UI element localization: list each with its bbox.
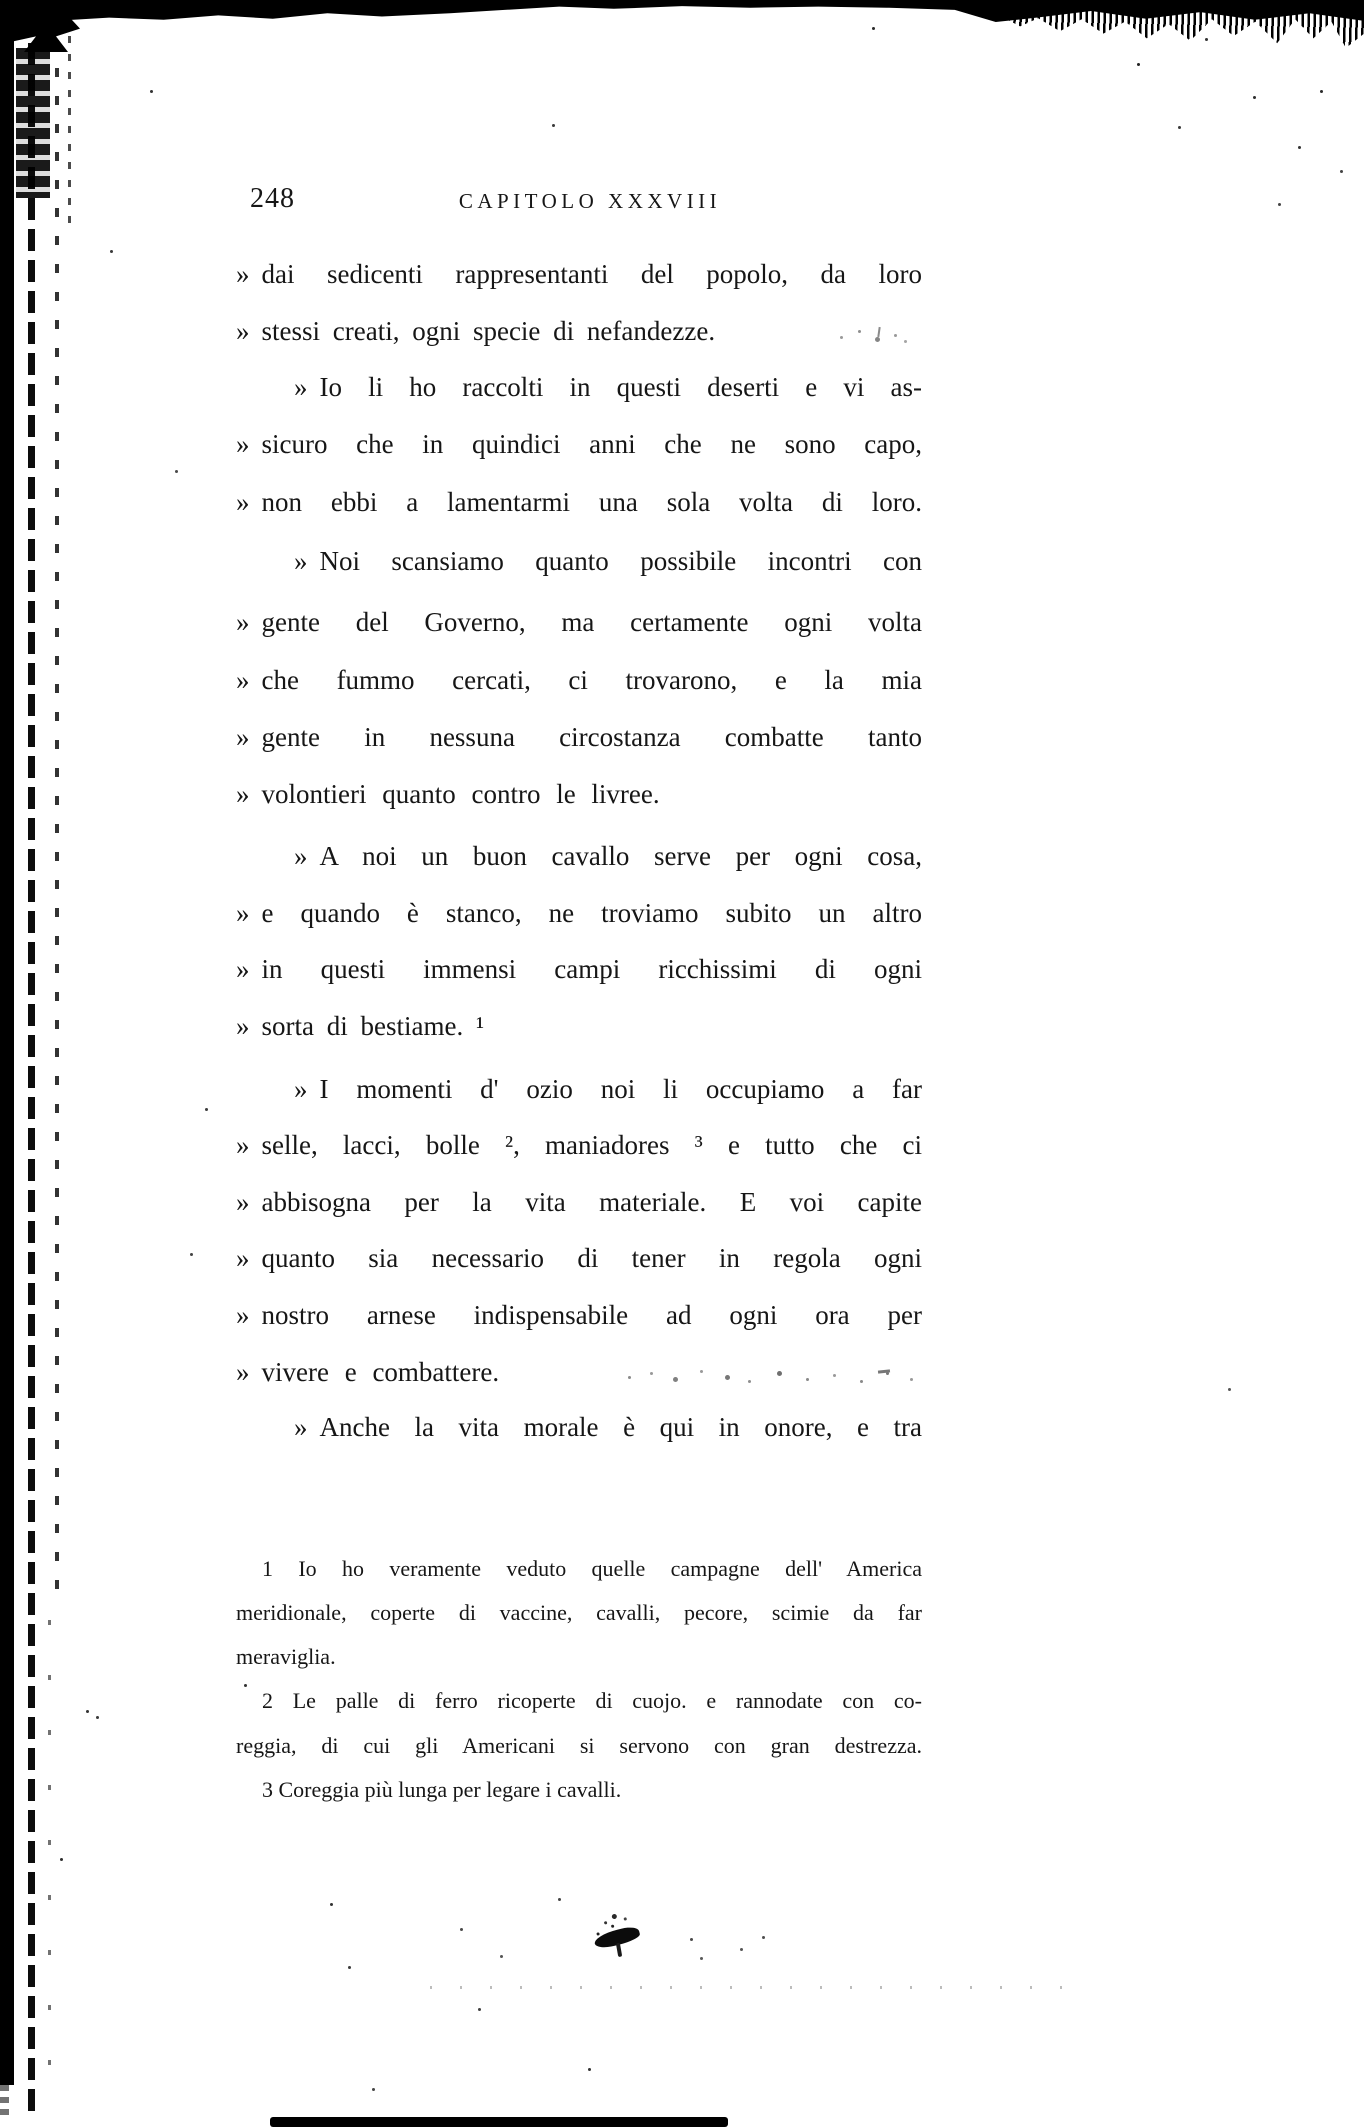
ink-blot-artifact <box>593 1925 641 1951</box>
text-line: » abbisogna per la vita materiale. E voi capite <box>236 1187 922 1217</box>
footnote-line: 2 Le palle di ferro ricoperte di cuojo. e rannodate con co- <box>262 1688 922 1713</box>
footnote-line: meraviglia. <box>236 1644 336 1669</box>
text-line: » sorta di bestiame. ¹ <box>236 1011 485 1041</box>
book-gutter-shadow-tail <box>0 2085 9 2119</box>
text-line: » gente del Governo, ma certamente ogni volta <box>236 607 922 637</box>
text-line: » quanto sia necessario di tener in regola ogni <box>236 1243 922 1273</box>
quote-mark: » <box>236 1187 250 1217</box>
quote-mark: » <box>294 1412 308 1442</box>
quote-mark: » <box>236 1300 250 1330</box>
quote-mark: » <box>236 1011 250 1041</box>
gutter-blotch <box>16 48 50 198</box>
text-line: » e quando è stanco, ne troviamo subito un altro <box>236 898 922 928</box>
gutter-line <box>48 1620 51 2100</box>
gutter-line <box>28 12 35 2112</box>
scan-edge-bottom <box>270 2117 728 2127</box>
text-line: » vivere e combattere. <box>236 1357 500 1387</box>
quote-mark: » <box>294 372 308 402</box>
text-line: » Io li ho raccolti in questi deserti e vi as- <box>294 372 922 402</box>
footnote-line: reggia, di cui gli Americani si servono con gran destrezza. <box>236 1733 922 1758</box>
quote-mark: » <box>236 665 250 695</box>
text-line: » selle, lacci, bolle ², maniadores ³ e tutto che ci <box>236 1130 922 1160</box>
text-line: » nostro arnese indispensabile ad ogni ora per <box>236 1300 922 1330</box>
quote-mark: » <box>236 779 250 809</box>
scan-specks <box>0 0 3 3</box>
quote-mark: » <box>236 1243 250 1273</box>
quote-mark: » <box>236 898 250 928</box>
quote-mark: » <box>236 1130 250 1160</box>
gutter-line <box>68 0 71 230</box>
quote-mark: » <box>294 1074 308 1104</box>
chapter-heading: CAPITOLO XXXVIII <box>458 189 722 213</box>
quote-mark: » <box>236 1357 250 1387</box>
footnote-line: 3 Coreggia più lunga per legare i cavalli. <box>262 1777 622 1802</box>
text-line: » Anche la vita morale è qui in onore, e tra <box>294 1412 922 1442</box>
text-line: » che fummo cercati, ci trovarono, e la mia <box>236 665 922 695</box>
quote-mark: » <box>236 607 250 637</box>
scan-edge-top-right <box>1002 0 1364 48</box>
quote-mark: » <box>294 546 308 576</box>
footnote-line: meridionale, coperte di vaccine, cavalli, pecore, scimie da far <box>236 1600 922 1625</box>
gutter-line <box>55 40 59 1600</box>
text-line: » sicuro che in quindici anni che ne sono capo, <box>236 429 922 459</box>
quote-mark: » <box>236 259 250 289</box>
quote-mark: » <box>236 429 250 459</box>
footnote-line: 1 Io ho veramente veduto quelle campagne dell' America <box>262 1556 922 1581</box>
text-line: » stessi creati, ogni specie di nefandezze. <box>236 316 716 346</box>
book-gutter-shadow <box>0 0 14 2085</box>
quote-mark: » <box>236 487 250 517</box>
quote-mark: » <box>236 316 250 346</box>
text-line: » Noi scansiamo quanto possibile incontri con <box>294 546 922 576</box>
text-line: » dai sedicenti rappresentanti del popolo, da loro <box>236 259 922 289</box>
page-number: 248 <box>250 183 295 214</box>
dot-trail-artifact <box>430 1986 1090 1989</box>
text-line: » non ebbi a lamentarmi una sola volta di loro. <box>236 487 922 517</box>
quote-mark: » <box>236 722 250 752</box>
quote-mark: » <box>236 954 250 984</box>
text-line: » volontieri quanto contro le livree. <box>236 779 660 809</box>
text-line: » I momenti d' ozio noi li occupiamo a far <box>294 1074 922 1104</box>
text-line: » in questi immensi campi ricchissimi di ogni <box>236 954 922 984</box>
quote-mark: » <box>294 841 308 871</box>
text-line: » gente in nessuna circostanza combatte tanto <box>236 722 922 752</box>
text-line: » A noi un buon cavallo serve per ogni cosa, <box>294 841 922 871</box>
